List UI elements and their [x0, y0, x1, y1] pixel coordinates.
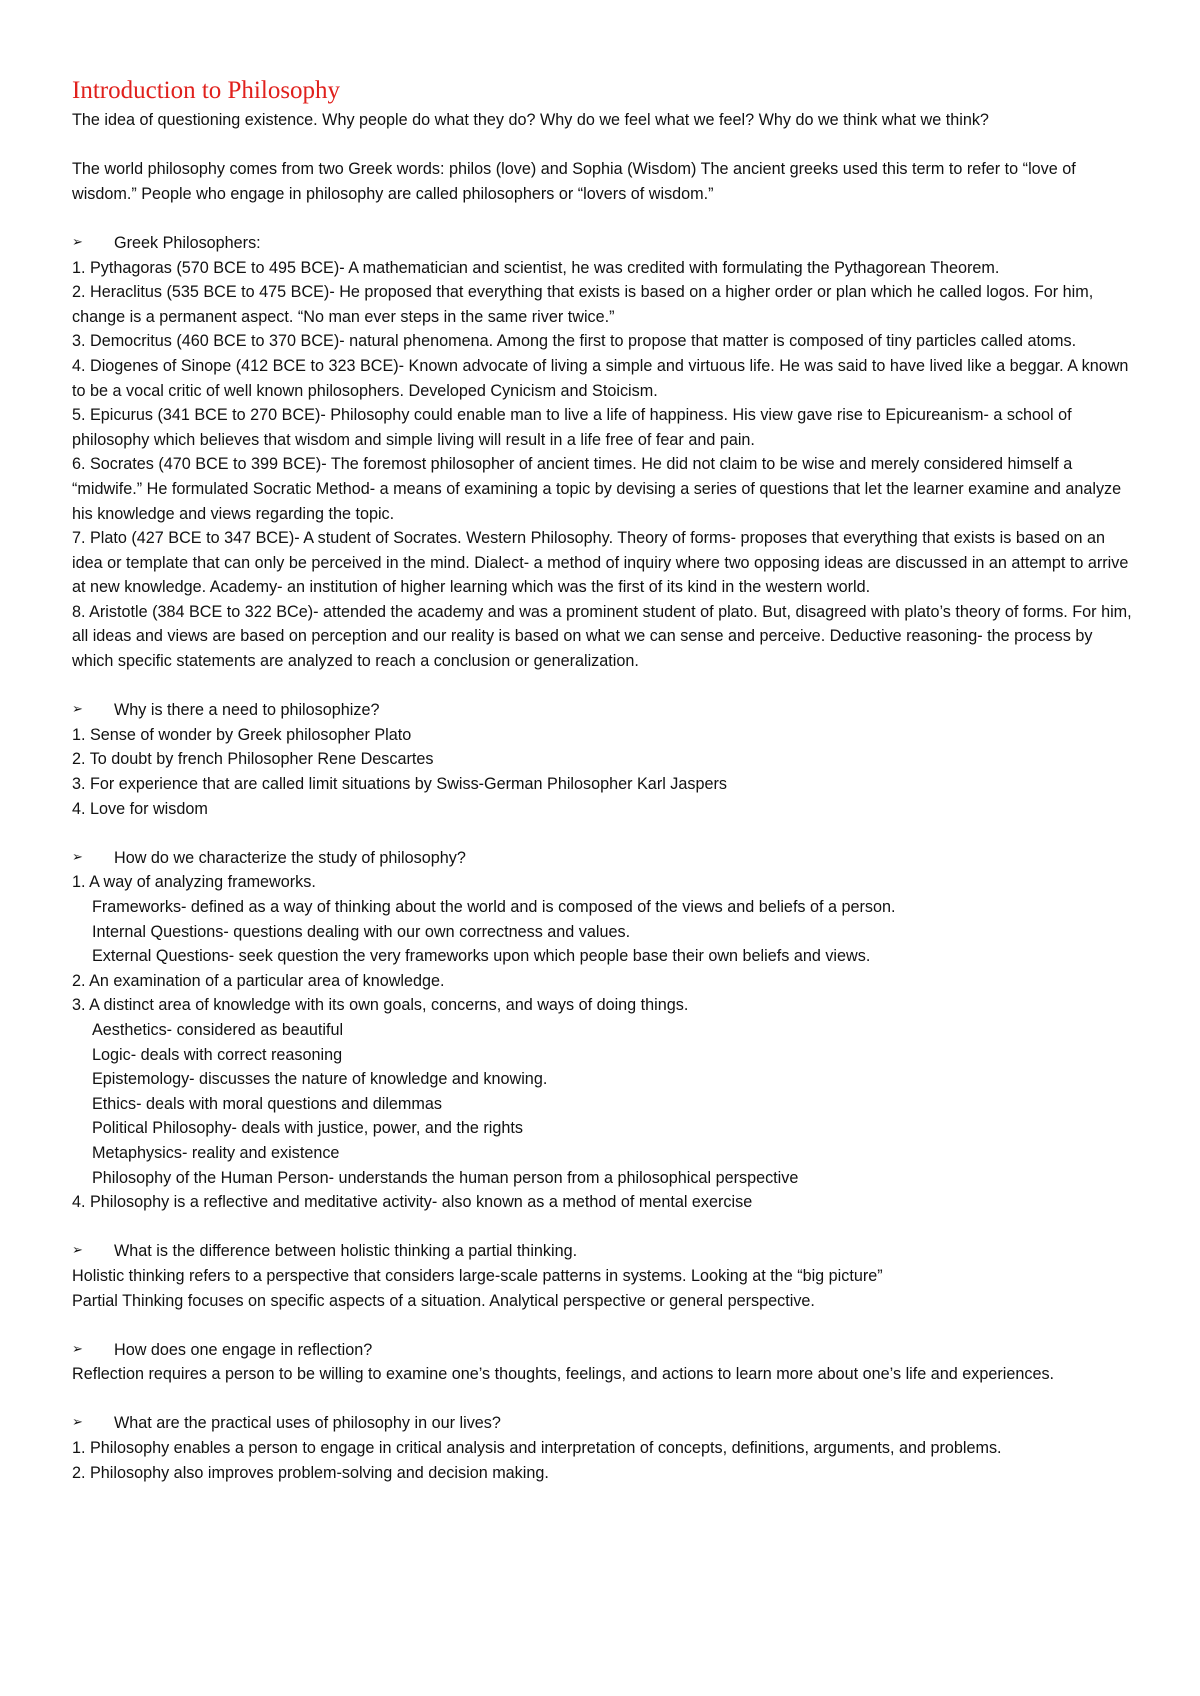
- spacer: [72, 674, 1137, 699]
- section-heading-difference: [72, 1239, 1137, 1264]
- section-heading-need: [72, 698, 1137, 723]
- sub-list-item: Philosophy of the Human Person- understands the human person from a philosophical perspective: [92, 1168, 799, 1187]
- list-item: 8. Aristotle (384 BCE to 322 BCe)- attended the academy and was a prominent student of plato. But, disagreed with plato’s theory of forms. For him, all ideas and views are based on perception and our reality is based on what we can sense and perceive. Deductive reasoning- the process by which specific statements are analyzed to reach a conclusion or generalization.: [72, 602, 1132, 671]
- section-heading-text: How do we characterize the study of philosophy?: [114, 848, 466, 867]
- intro-paragraph-2: The world philosophy comes from two Greek words: philos (love) and Sophia (Wisdom) The ancient greeks used this term to refer to “love of wisdom.” People who engage in philosophy are called philosophers or “lovers of wisdom.”: [72, 160, 1076, 203]
- list-item: 4. Love for wisdom: [72, 799, 208, 818]
- sub-list-item: Ethics- deals with moral questions and dilemmas: [92, 1094, 442, 1113]
- section-heading-practical: [72, 1411, 1137, 1436]
- section-heading-reflection: [72, 1338, 1137, 1363]
- page-title: Introduction to Philosophy: [72, 77, 341, 104]
- list-item: 4. Diogenes of Sinope (412 BCE to 323 BCE)- Known advocate of living a simple and virtuous life. He was said to have lived like a beggar. A known to be a vocal critic of well known philosophers. Developed Cynicism and Stoicism.: [72, 356, 1129, 400]
- sub-list-item: Metaphysics- reality and existence: [92, 1143, 340, 1162]
- list-item: 1. Pythagoras (570 BCE to 495 BCE)- A mathematician and scientist, he was credited with formulating the Pythagorean Theorem.: [72, 258, 1000, 277]
- paragraph: Reflection requires a person to be willing to examine one’s thoughts, feelings, and actions to learn more about one’s life and experiences.: [72, 1365, 1055, 1384]
- paragraph-line: Partial Thinking focuses on specific aspects of a situation. Analytical perspective or general perspective.: [72, 1291, 815, 1310]
- spacer: [72, 206, 1137, 231]
- sub-list-item: Epistemology- discusses the nature of knowledge and knowing.: [92, 1070, 548, 1089]
- arrow-bullet-icon: ➢: [72, 1415, 83, 1431]
- list-item: 5. Epicurus (341 BCE to 270 BCE)- Philosophy could enable man to live a life of happiness. His view gave rise to Epicureanism- a school of philosophy which believes that wisdom and simple living will result in a life free of fear and pain.: [72, 406, 1072, 449]
- sub-list-item: Internal Questions- questions dealing with our own correctness and values.: [92, 922, 631, 941]
- arrow-bullet-icon: ➢: [72, 702, 83, 718]
- section-heading-text: What is the difference between holistic thinking a partial thinking.: [114, 1242, 578, 1261]
- list-item: 4. Philosophy is a reflective and meditative activity- also known as a method of mental exercise: [72, 1193, 753, 1212]
- section-heading-text: What are the practical uses of philosophy in our lives?: [114, 1414, 501, 1433]
- section-heading-text: Greek Philosophers:: [114, 233, 261, 252]
- sub-list-item: Frameworks- defined as a way of thinking about the world and is composed of the views and beliefs of a person.: [92, 898, 896, 916]
- list-item: 2. Heraclitus (535 BCE to 475 BCE)- He proposed that everything that exists is based on a higher order or plan which he called logos. For him, change is a permanent aspect. “No man ever steps in the same river twice.”: [72, 283, 1094, 326]
- spacer: [72, 821, 1137, 846]
- list-item: 6. Socrates (470 BCE to 399 BCE)- The foremost philosopher of ancient times. He did not claim to be wise and merely considered himself a “midwife.” He formulated Socratic Method- a means of examining a topic by devising a series of questions that let the learner examine and analyze his knowledge and views regarding the topic.: [72, 455, 1122, 523]
- arrow-bullet-icon: ➢: [72, 1341, 83, 1357]
- sub-list-item: Aesthetics- considered as beautiful: [92, 1020, 344, 1039]
- sub-list-item: Logic- deals with correct reasoning: [92, 1045, 343, 1064]
- section-heading-greek: [72, 231, 1137, 256]
- arrow-bullet-icon: ➢: [72, 1243, 83, 1259]
- arrow-bullet-icon: ➢: [72, 849, 83, 865]
- document-page: [72, 76, 1137, 1485]
- spacer: [72, 1313, 1137, 1338]
- spacer: [72, 133, 1137, 158]
- list-item: 1. Sense of wonder by Greek philosopher Plato: [72, 725, 412, 744]
- list-item: 1. Philosophy enables a person to engage in critical analysis and interpretation of concepts, definitions, arguments, and problems.: [72, 1439, 1002, 1458]
- sub-list-item: External Questions- seek question the very frameworks upon which people base their own beliefs and views.: [92, 947, 871, 966]
- list-item: 2. Philosophy also improves problem-solving and decision making.: [72, 1463, 549, 1482]
- list-item: 3. A distinct area of knowledge with its own goals, concerns, and ways of doing things.: [72, 996, 689, 1015]
- intro-paragraph-1: The idea of questioning existence. Why people do what they do? Why do we feel what we feel? Why do we think what we think?: [72, 111, 989, 129]
- list-item: 1. A way of analyzing frameworks.: [72, 873, 316, 892]
- list-item: 3. Democritus (460 BCE to 370 BCE)- natural phenomena. Among the first to propose that matter is composed of tiny particles called atoms.: [72, 332, 1077, 351]
- sub-list-item: Political Philosophy- deals with justice, power, and the rights: [92, 1119, 523, 1138]
- arrow-bullet-icon: ➢: [72, 234, 83, 250]
- section-heading-text: How does one engage in reflection?: [114, 1340, 373, 1359]
- spacer: [72, 1215, 1137, 1240]
- paragraph-line: Holistic thinking refers to a perspective that considers large-scale patterns in systems. Looking at the “big picture”: [72, 1266, 883, 1285]
- list-item: 2. To doubt by french Philosopher Rene Descartes: [72, 750, 434, 769]
- spacer: [72, 1387, 1137, 1412]
- section-heading-text: Why is there a need to philosophize?: [114, 701, 380, 720]
- list-item: 7. Plato (427 BCE to 347 BCE)- A student of Socrates. Western Philosophy. Theory of forms- proposes that everything that exists is based on an idea or template that can only be perceived in the mind. Dialect- a method of inquiry where two opposing ideas are discussed in an attempt to arrive at new knowledge. Academy- an institution of higher learning which was the first of its kind in the western world.: [72, 529, 1129, 597]
- list-item: 2. An examination of a particular area of knowledge.: [72, 971, 445, 990]
- section-heading-characterize: [72, 846, 1137, 871]
- list-item: 3. For experience that are called limit situations by Swiss-German Philosopher Karl Jaspers: [72, 775, 727, 794]
